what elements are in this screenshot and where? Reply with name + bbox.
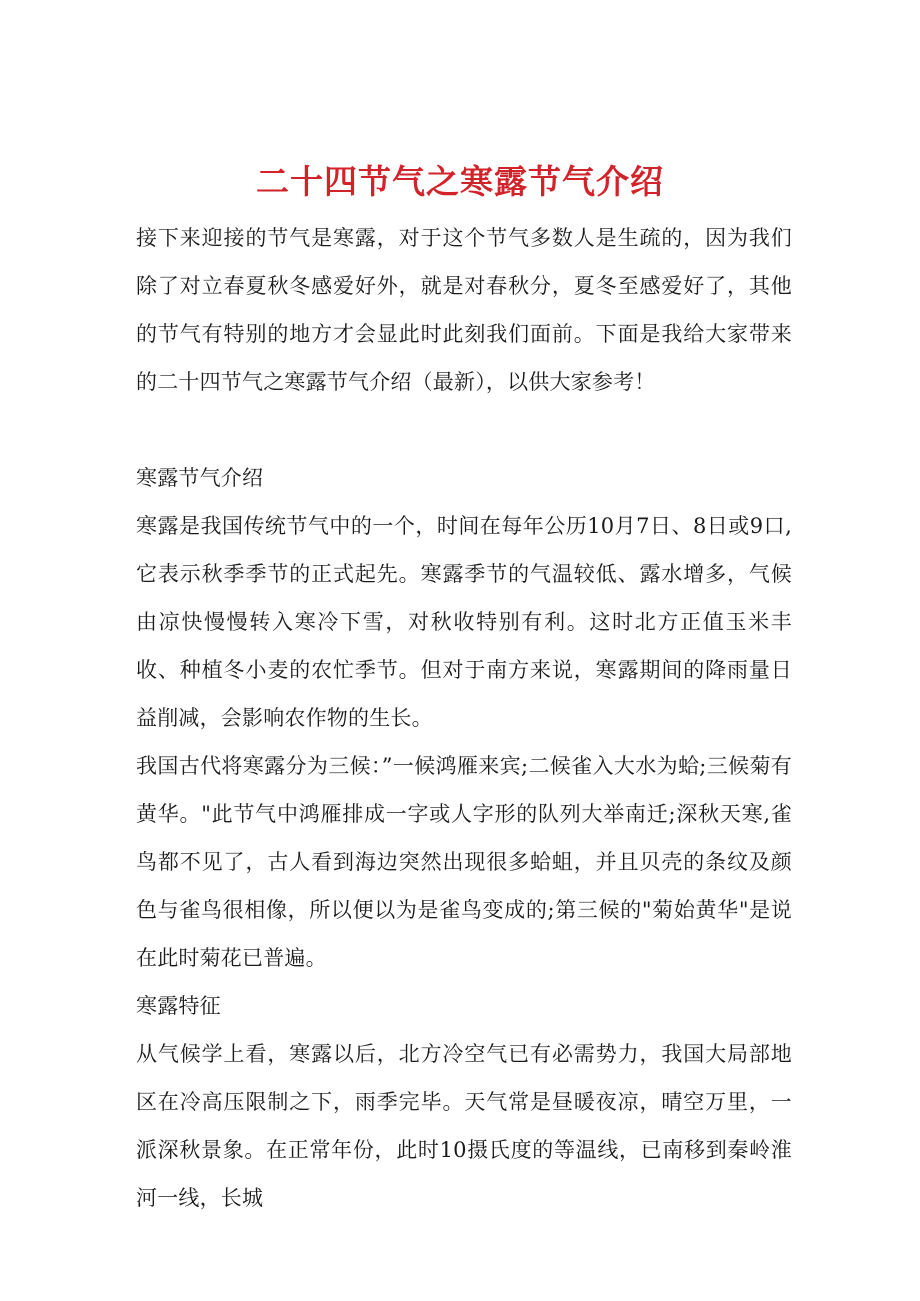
paragraph-climate: 从气候学上看，寒露以后，北方冷空气已有必需势力，我国大局部地区在冷高压限制之下，雨季完毕。天气常是昼暖夜凉，晴空万里，一派深秋景象。在正常年份，此时10摄氏度的等温线，已南移到秦岭淮河一线，长城 [136, 1042, 792, 1210]
intro-paragraph: 接下来迎接的节气是寒露，对于这个节气多数人是生疏的，因为我们除了对立春夏秋冬感爱好外，就是对春秋分，夏冬至感爱好了，其他的节气有特别的地方才会显此时此刻我们面前。下面是我给大家带来的二十四节气之寒露节气介绍（最新），以供大家参考！ [136, 226, 792, 394]
document-body [136, 214, 792, 1222]
section-spacer [136, 406, 792, 454]
paragraph-three-phases: 我国古代将寒露分为三候：”一候鸿雁来宾;二候雀入大水为蛤;三候菊有黄华。"此节气中鸿雁排成一字或人字形的队列大举南迁;深秋天寒,雀鸟都不见了，古人看到海边突然出现很多蛤蛆，并且贝壳的条纹及颜色与雀鸟很相像，所以便以为是雀鸟变成的;第三候的"菊始黄华"是说在此时菊花已普遍。 [136, 754, 792, 970]
page-title: 二十四节气之寒露节气介绍 [256, 162, 664, 202]
paragraph-dates: 寒露是我国传统节气中的一个，时间在每年公历10月7日、8日或9口,它表示秋季季节的正式起先。寒露季节的气温较低、露水增多，气候由凉快慢慢转入寒冷下雪，对秋收特别有利。这时北方正值玉米丰收、种植冬小麦的农忙季节。但对于南方来说，寒露期间的降雨量日益削减，会影响农作物的生长。 [136, 514, 792, 730]
section-heading-features: 寒露特征 [136, 994, 221, 1018]
section-heading-introduction: 寒露节气介绍 [136, 466, 264, 490]
